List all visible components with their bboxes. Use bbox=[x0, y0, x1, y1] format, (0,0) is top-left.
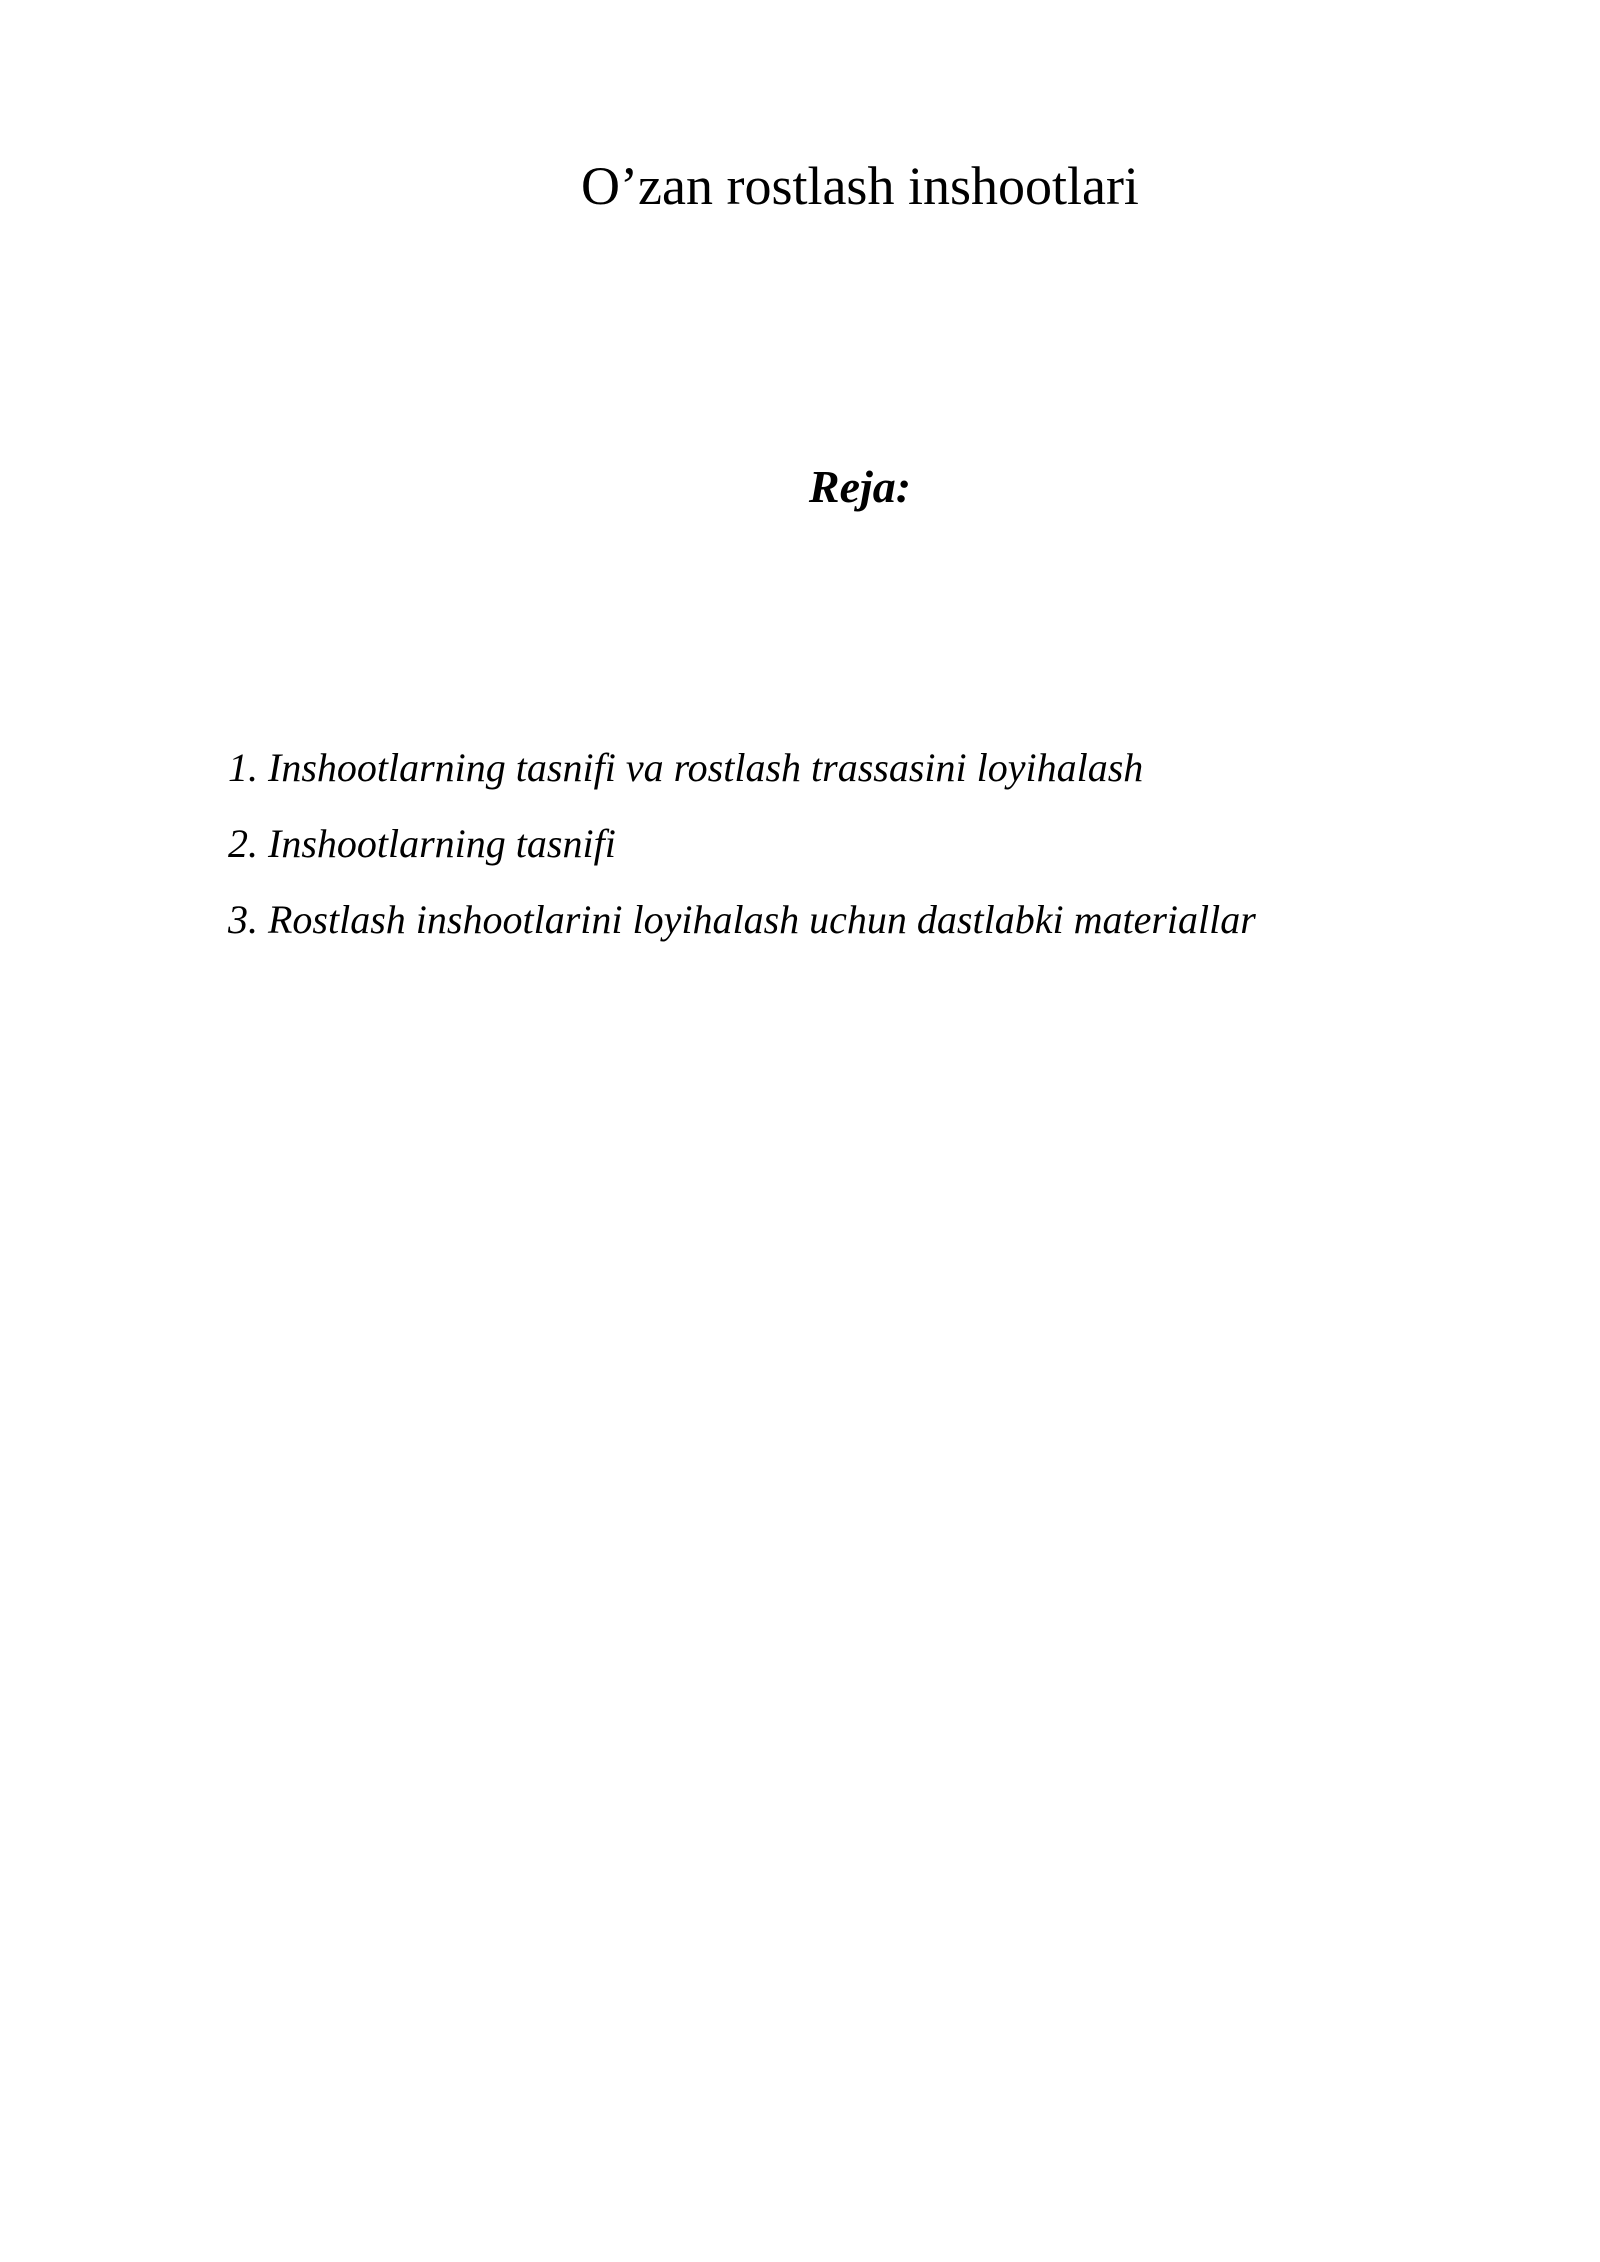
plan-list bbox=[228, 744, 1256, 972]
plan-item-number: 1. bbox=[228, 745, 258, 790]
plan-item-2 bbox=[228, 820, 1256, 896]
plan-item-1 bbox=[228, 744, 1256, 820]
plan-item-text: Rostlash inshootlarini loyihalash uchun dastlabki materiallar bbox=[268, 897, 1256, 942]
document-title: O’zan rostlash inshootlari bbox=[581, 156, 1139, 216]
plan-item-text: Inshootlarning tasnifi va rostlash trassasini loyihalash bbox=[268, 745, 1144, 790]
plan-item-3 bbox=[228, 896, 1256, 972]
plan-item-number: 3. bbox=[228, 897, 258, 942]
plan-item-text: Inshootlarning tasnifi bbox=[268, 821, 616, 866]
plan-heading: Reja: bbox=[808, 461, 912, 512]
plan-item-number: 2. bbox=[228, 821, 258, 866]
